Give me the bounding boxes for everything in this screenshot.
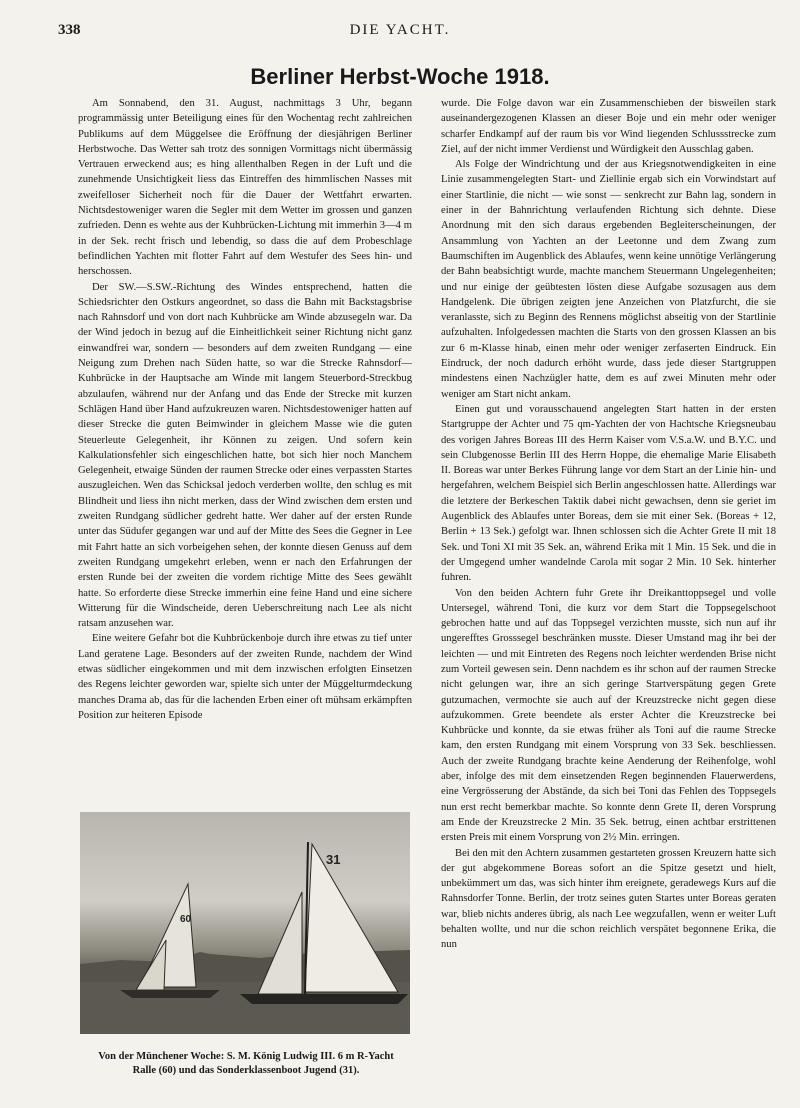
- jib-jugend: [258, 892, 302, 994]
- running-title: DIE YACHT.: [349, 22, 451, 38]
- sail-number-60: 60: [180, 914, 192, 925]
- sail-jugend: [305, 844, 398, 992]
- paragraph: wurde. Die Folge davon war ein Zusammenschieben der bisweilen stark auseinandergezogenen Klassen an dieser Boje und ein mehr oder weniger scharfer Endkampf auf der raum bis vor Wind liegenden Schlussstrecke zum Ziel, auf der nicht immer Verdienst und Würdigkeit den Ausschlag gaben.: [441, 98, 776, 155]
- photo-caption: [60, 1050, 432, 1078]
- left-column: [78, 96, 412, 723]
- page-number: 338: [58, 22, 81, 38]
- paragraph: Bei den mit den Achtern zusammen gestarteten grossen Kreuzern hatte sich der gut abgekommene Boreas sofort an die Spitze gesetzt und hielt, unbekümmert um das, was sich hinter ihm ereignete, geradewegs Kurs auf die Rahnsdorfer Tonne. Berlin, der trotz seines guten Startes unter Boreas geraten war, blieb nichts anderes übrig, als nach Lee wegzufallen, wenn er weiter Luft behalten wollte, und nur die schon reichlich verspätet begonnene Erika, die nun: [441, 847, 776, 951]
- caption-line: Von der Münchener Woche: S. M. König Ludwig III. 6 m R-Yacht: [98, 1051, 394, 1062]
- hull-jugend: [240, 994, 408, 1004]
- paragraph: Am Sonnabend, den 31. August, nachmittags 3 Uhr, begann programmässig unter Beteiligung eines für den Wochentag recht zahlreichen Publikums auf dem Müggelsee die Eröffnung der diesjährigen Berliner Herbstwoche. Das Wetter sah trotz des sonnigen Vormittags nicht übermässig Vertrauen erweckend aus; es hing allenthalben Regen in der Luft und die zunehmende Unsichtigkeit liess das Eintreffen des himmlischen Nasses mit zweifelloser Sicherheit noch für die Dauer der Wettfahrt erwarten. Nichtsdestoweniger waren die Segler mit dem Wetter im grossen und ganzen zufrieden. Denn es wehte aus der Kuhbrücken-Lichtung mit immerhin 3—4 m in der Sek. recht frisch und lebendig, so dass die auf dem Probeschlage befindlichen Yachten mit flotter Fahrt auf dem Westufer des Sees hin- und herschossen.: [78, 98, 412, 278]
- caption-line: Ralle (60) und das Sonderklassenboot Jugend (31).: [132, 1065, 360, 1076]
- hull-ralle: [120, 990, 220, 998]
- sail-number-31: 31: [326, 852, 341, 867]
- paragraph: Einen gut und vorausschauend angelegten Start hatten in der ersten Startgruppe der Achter und 75 qm-Yachten der von Hachtsche Kriegsneubau des vorigen Jahres Boreas III des Herrn Kaiser vom V.S.a.W. und B.Y.C. und sein Clubgenosse Berlin III des Herrn Hoppe, die ehemalige Marie Elisabeth II. Boreas war unter Berkes Führung lange vor dem Start an der Linie hin- und hergefahren, welchem Beispiel sich Berlin angeschlossen hatte. Allerdings war die letztere der Berkeschen Taktik dabei nicht gewachsen, denn sie geriet im Augenblick des Ablaufes unter Boreas, dem sie mit einer Sek. (Boreas + 12, Berlin + 13 Sek.) gefolgt war. Ihnen schlossen sich die Achter Grete II mit 18 Sek. und Toni XI mit 35 Sek. an, während Erika mit 1 Min. 15 Sek. und die in der Umgegend umher wandelnde Carola mit sogar 2 Min. 10 Sek. hinterher fuhren.: [441, 403, 776, 584]
- paragraph: Der SW.—S.SW.-Richtung des Windes entsprechend, hatten die Schiedsrichter den Ostkurs angeordnet, so dass die Bahn mit Backstagsbrise nach Rahnsdorf und von dort nach Kuhbrücke am Winde abzusegeln war. Da der Wind jedoch in bezug auf die Einheitlichkeit seiner Richtung nicht ganz einwandfrei war, sondern — besonders auf dem zweiten Rundgang — eine Neigung zum Drehen nach Süden hatte, so war die Strecke Rahnsdorf—Kuhbrücke in der Hauptsache am Winde mit langem Steuerbord-Streckbug abzulaufen, während nur der Anfang und das Ende der Strecke mit kurzen Schlägen Hand über Hand aufzukreuzen waren. Nichtsdestoweniger hatten auf dieser Strecke die guten Beimwinder in gleichem Masse wie die guten Steuerleute Gelegenheit, ihr Können zu zeigen. Und sofern kein Kalkulationsfehler sich eingeschlichen hatte, bot sich hier noch Manchem Gelegenheit, etwaige Sünden der raumen Strecke oder eines verpassten Startes auszugleichen. Wen das Schicksal jedoch verderben wollte, den schlug es mit Blindheit und liess ihn nicht merken, dass der Wind zwischen dem ersten und zweiten Rundgang südlicher gedreht hatte. Wer daher auf der ersten Runde unter das Südufer gegangen war und auf der Mitte des Sees die Gegner in Lee mit Fahrt hatte an sich vorbeigehen sehen, der konnte diesen Genuss auf dem zweiten Rundgang umgekehrt erleben, wenn er nach den Erfahrungen der ersten Runde bei der zweiten die vordem richtige Mitte des Sees gewählt hatte. So erforderte diese Strecke immerhin eine feine Hand und eine sichere Witterung für die Windscheide, deren Ueberschreitung nach Lee als nicht ratsam anzusehen war.: [78, 281, 412, 630]
- paragraph: Als Folge der Windrichtung und der aus Kriegsnotwendigkeiten in eine Linie zusammengelegten Start- und Ziellinie ergab sich ein Vorwindstart auf einer Startlinie, die nicht — wie sonst — senkrecht zur Bahn lag, sondern in einer in der Bahnrichtung verlaufenden Richtung sich dehnte. Diese Anordnung mit den sich daraus ergebenden Begleiterscheinungen, der Ansammlung von Yachten an der Leetonne und dem Zwang zum Baumschiften im Augenblick des Ablaufes, wenn keine unnötige Verlängerung der Bahn beabsichtigt wurde, machte manchem Steuermann Ungelegenheiten; und nur einige der geübtesten lösten diese Aufgabe sozusagen aus dem Handgelenk. Die übrigen zeigten jene Anzeichen von Platzfurcht, die sie veranlasste, sich zu Beginn des Rennens möglichst abseitig von der Startlinie aufzuhalten. Infolgedessen machten die Starts von den grossen Klassen an bis zur 6 m-Klasse hinab, einen mehr oder weniger zerfaserten Eindruck. Ein Eindruck, der noch dadurch erhöht wurde, dass jede dieser Startgruppen mindestens einen Nachzügler hatte, dem es auf zwei Minuten mehr oder weniger am Start nicht ankam.: [441, 159, 776, 400]
- sailing-yachts-photo: [80, 812, 410, 1034]
- article-title: Berliner Herbst-Woche 1918.: [250, 64, 550, 89]
- right-column: [441, 96, 776, 953]
- photo-illustration: [80, 812, 410, 1034]
- paragraph: Von den beiden Achtern fuhr Grete ihr Dreikanttoppsegel und volle Untersegel, während Toni, die kurz vor dem Start die Toppsegelschoot gebrochen hatte und auf das Toppsegel verzichten musste, sich nun auf ihr ungerefftes Grosssegel beschränken musste. Dieser Umstand mag ihr bei der leichten — und mit Eintreten des Regens noch leichter werdenden Brise nicht zum Vorteil gewesen sein. Denn nachdem es ihr schon auf der raumen Strecke nicht gelungen war, ihre an sich geringe Startverspätung gegen Grete gutzumachen, vermochte sie auch auf der Kreuzstrecke nicht gegen diese aufzukommen. Grete beendete als erster Achter die Kreuzstrecke bei Kuhbrücke und konnte, da sie etwas früher als Toni auf die raume Strecke kam, den ersten Rundgang mit einem Vorsprung von 33 Sek. beschliessen. Auch der zweite Rundgang brachte keine Aenderung der Reihenfolge, wohl aber, infolge des mit dem einsetzenden Regen beginnenden Flauerwerdens, eine Vergrösserung der Abstände, da sich bei Toni das Fehlen des Toppsegels nun erst recht bemerkbar machte. So konnte denn Grete II, deren Vorsprung am Ende der Kreuzstrecke 2 Min. 35 Sek. betrug, einen achtbar erstrittenen ersten Preis mit einem Vorsprung von 2½ Min. erringen.: [441, 587, 776, 844]
- paragraph: Eine weitere Gefahr bot die Kuhbrückenboje durch ihre etwas zu tief unter Land geratene Lage. Besonders auf der zweiten Runde, nachdem der Wind etwas südlicher eingekommen und mit dem inzwischen erfolgten Einsetzen des Regens leichter geworden war, spielte sich unter der Müggelturmdeckung manches Drama ab, das für die lachenden Erben einer oft mühsam erkämpften Position zur heiteren Episode: [78, 633, 412, 721]
